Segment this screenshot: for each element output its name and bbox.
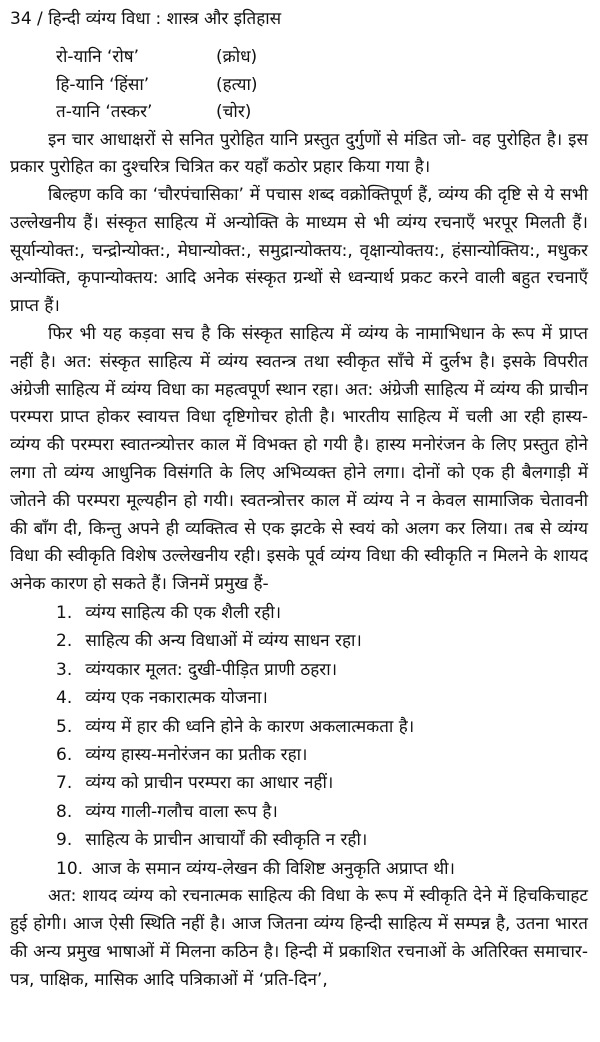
list-item (56, 684, 588, 712)
definition-meaning: (हत्या) (216, 74, 258, 95)
list-text: व्यंग्य को प्राचीन परम्परा का आधार नहीं। (85, 773, 334, 794)
list-text: व्यंग्य एक नकारात्मक योजना। (85, 688, 268, 709)
list-item (56, 855, 588, 883)
list-item (56, 713, 588, 741)
list-text: साहित्य की अन्य विधाओं में व्यंग्य साधन रहा। (85, 631, 362, 652)
list-item (56, 826, 588, 854)
book-title: हिन्दी व्यंग्य विधा : शास्त्र और इतिहास (48, 9, 282, 29)
list-text: व्यंग्य हास्य-मनोरंजन का प्रतीक रहा। (85, 745, 308, 766)
list-number: 8. (56, 801, 73, 822)
definition-row (56, 72, 588, 100)
list-number: 6. (56, 745, 73, 766)
list-item (56, 741, 588, 769)
page-number: 34 (10, 9, 32, 29)
list-number: 7. (56, 773, 73, 794)
list-number: 5. (56, 716, 73, 737)
list-number: 10. (56, 858, 84, 879)
definition-row (56, 99, 588, 127)
definition-row (56, 44, 588, 72)
acronym-definitions (56, 44, 588, 127)
list-text: साहित्य के प्राचीन आचार्यों की स्वीकृति न रही। (85, 830, 368, 851)
list-number: 2. (56, 631, 73, 652)
definition-term: हि-यानि ‘हिंसा’ (56, 74, 150, 95)
closing-paragraph: अत: शायद व्यंग्य को रचनात्मक साहित्य की विधा के रूप में स्वीकृति देने में हिचकिचाहट हुई होगी। आज ऐसी स्थिति नहीं है। आज जितना व्यंग्य हिन्दी साहित्य में सम्पन्न है, उतना भारत की अन्य प्रमुख भाषाओं में मिलना कठिन है। हिन्दी में प्रकाशित रचनाओं के अतिरिक्त समाचार-पत्र, पाक्षिक, मासिक आदि पत्रिकाओं में ‘प्रति-दिन’, (10, 886, 588, 990)
list-item (56, 798, 588, 826)
list-text: व्यंग्य में हार की ध्वनि होने के कारण अकलात्मकता है। (85, 716, 415, 737)
header-separator: / (37, 9, 43, 29)
definition-meaning: (चोर) (216, 102, 252, 122)
list-item (56, 769, 588, 797)
body-paragraph: इन चार आधाक्षरों से सनित पुरोहित यानि प्रस्तुत दुर्गुणों से मंडित जो- वह पुरोहित है। इस प्रकार पुरोहित का दुश्चरित्र चित्रित कर यहाँ कठोर प्रहार किया गया है। (10, 129, 588, 178)
list-number: 4. (56, 688, 73, 709)
list-item (56, 656, 588, 684)
list-text: व्यंग्य गाली-गलौच वाला रूप है। (85, 801, 278, 822)
list-text: व्यंग्यकार मूलत: दुखी-पीड़ित प्राणी ठहरा। (85, 659, 338, 680)
list-item (56, 627, 588, 655)
definition-meaning: (क्रोध) (216, 47, 258, 67)
reasons-list (10, 599, 588, 883)
definition-term: रो-यानि ‘रोष’ (56, 47, 139, 67)
list-number: 9. (56, 830, 73, 851)
list-item (56, 599, 588, 627)
body-paragraph: बिल्हण कवि का ‘चौरपंचासिका’ में पचास शब्द वक्रोक्तिपूर्ण हैं, व्यंग्य की दृष्टि से ये सभी उल्लेखनीय हैं। संस्कृत साहित्य में अन्योक्ति के माध्यम से भी व्यंग्य रचनाएँ भरपूर मिलती हैं। सूर्यान्योक्त:, चन्द्रोन्योक्त:, मेघान्योक्त:, समुद्रान्योक्तय:, वृक्षान्योक्तय:, हंसान्योक्तिय:, मधुकर अन्योक्ति, कृपान्योक्तय: आदि अनेक संस्कृत ग्रन्थों से ध्वन्यार्थ प्रकट करने वाली बहुत रचनाएँ प्राप्त हैं। (10, 185, 588, 317)
running-header (10, 6, 588, 32)
list-text: आज के समान व्यंग्य-लेखन की विशिष्ट अनुकृति अप्राप्त थी। (91, 858, 455, 879)
definition-term: त-यानि ‘तस्कर’ (56, 102, 153, 122)
body-paragraph: फिर भी यह कड़वा सच है कि संस्कृत साहित्य में व्यंग्य के नामाभिधान के रूप में प्राप्त नहीं है। अत: संस्कृत साहित्य में व्यंग्य स्वतन्त्र तथा स्वीकृत साँचे में दुर्लभ है। इसके विपरीत अंग्रेजी साहित्य में व्यंग्य विधा का महत्वपूर्ण स्थान रहा। अत: अंग्रेजी साहित्य में व्यंग्य की प्राचीन परम्परा प्राप्त होकर स्वायत्त विधा दृष्टिगोचर होती है। भारतीय साहित्य में चली आ रही हास्य-व्यंग्य की परम्परा स्वातन्त्र्योत्तर काल में विभक्त हो गयी है। हास्य मनोरंजन के लिए प्रस्तुत होने लगा तो व्यंग्य आधुनिक विसंगति के लिए अभिव्यक्त होने लगा। दोनों को एक ही बैलगाड़ी में जोतने की परम्परा मूल्यहीन हो गयी। स्वतन्त्रोत्तर काल में व्यंग्य ने न केवल सामाजिक चेतावनी की बाँग दी, किन्तु अपने ही व्यक्तित्व से एक झटके से स्वयं को अलग कर लिया। तब से व्यंग्य विधा की स्वीकृति विशेष उल्लेखनीय रही। इसके पूर्व व्यंग्य विधा की स्वीकृति न मिलने के शायद अनेक कारण हो सकते हैं। जिनमें प्रमुख हैं- (10, 324, 588, 595)
list-number: 3. (56, 659, 73, 680)
list-text: व्यंग्य साहित्य की एक शैली रही। (85, 603, 282, 624)
list-number: 1. (56, 603, 73, 624)
